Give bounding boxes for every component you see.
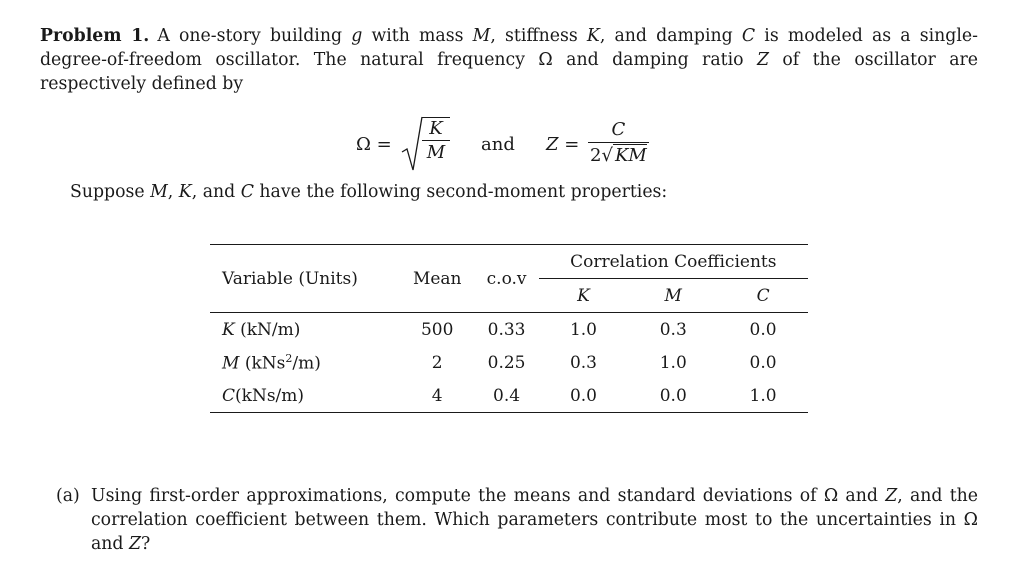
- text: with mass: [362, 26, 473, 46]
- z-denominator: [588, 142, 649, 169]
- text: ?: [141, 534, 151, 554]
- header-corr-M-text: M: [664, 285, 682, 306]
- cell-corr-M: 1.0: [659, 352, 687, 373]
- omega-fraction: [422, 118, 450, 165]
- text: ,: [167, 182, 179, 202]
- math-omega: Ω: [538, 50, 553, 70]
- math-C: C: [240, 182, 254, 202]
- math-Z: Z: [885, 486, 898, 506]
- z-den-radicand: KM: [614, 145, 647, 166]
- var-units-sup: 2: [285, 351, 293, 365]
- z-lhs: [546, 134, 579, 155]
- cell-mean: 2: [431, 352, 443, 373]
- question-a: [56, 484, 978, 556]
- var-symbol: C: [222, 385, 236, 406]
- math-K: K: [178, 182, 192, 202]
- text: and: [91, 534, 129, 554]
- text: Using first-order approximations, compute the means and standard deviations of: [91, 486, 824, 506]
- cell-variable: [210, 313, 400, 347]
- var-units-post: /m): [292, 353, 321, 374]
- header-corr-M: [628, 279, 718, 313]
- cell-cov: 0.25: [487, 352, 526, 373]
- text: have the following second-moment properties:: [253, 182, 668, 202]
- table-row: [210, 379, 808, 413]
- cell-corr-K: 0.0: [539, 379, 629, 413]
- math-M: M: [472, 26, 491, 46]
- z-den-coef: 2: [590, 145, 602, 166]
- question-a-label: (a): [56, 486, 80, 506]
- problem-heading: Problem 1.: [40, 26, 150, 46]
- var-units-pre: (kNs: [239, 353, 286, 374]
- math-Z: Z: [756, 50, 769, 70]
- z-fraction: [588, 118, 649, 169]
- text: is modeled as a single-degree-of-freedom oscillator. The natural frequency: [40, 26, 978, 70]
- cell-corr-M: 0.3: [659, 319, 687, 340]
- cell-variable: [210, 379, 400, 413]
- math-C: C: [741, 26, 756, 46]
- math-g: g: [351, 26, 363, 46]
- text: , stiffness: [490, 26, 587, 46]
- var-symbol: M: [222, 353, 240, 374]
- math-omega: Ω: [823, 486, 839, 506]
- math-M: M: [150, 182, 168, 202]
- text: of the oscillator are respectively defined by: [40, 50, 978, 94]
- cell-corr-C: 1.0: [718, 379, 808, 413]
- radical-sign: [400, 116, 424, 174]
- table-row: [210, 346, 808, 379]
- omega-lhs: Ω =: [356, 134, 392, 155]
- cell-corr-M: 0.0: [628, 379, 718, 413]
- properties-table: [210, 244, 808, 413]
- question-a-text: [91, 484, 978, 556]
- text: and: [838, 486, 886, 506]
- cell-cov: 0.33: [487, 319, 526, 340]
- cell-variable: [210, 346, 400, 379]
- problem-statement: [40, 24, 978, 96]
- text: Suppose: [70, 182, 151, 202]
- header-corr-C-text: C: [756, 285, 770, 306]
- text: , and: [191, 182, 241, 202]
- header-correlation: Correlation Coefficients: [539, 245, 808, 279]
- omega-denominator: M: [422, 140, 450, 165]
- var-units: (kNs/m): [235, 385, 305, 406]
- text: and damping ratio: [552, 50, 757, 70]
- text: , and the correlation coefficient between them. Which parameters contribute most to the uncertainties in: [91, 486, 979, 530]
- header-mean: Mean: [400, 245, 475, 313]
- cell-cov: 0.4: [475, 379, 539, 413]
- table-row: [210, 313, 808, 347]
- cell-corr-K: 1.0: [569, 319, 597, 340]
- text: A one-story building: [157, 26, 352, 46]
- var-units: (kN/m): [234, 319, 301, 340]
- equations: [0, 112, 1015, 182]
- cell-corr-C: 0.0: [749, 352, 777, 373]
- z-lhs-text: Z =: [546, 134, 580, 155]
- cell-mean: 4: [400, 379, 475, 413]
- z-numerator: C: [611, 119, 626, 140]
- z-frac-box: [588, 118, 649, 169]
- suppose-line: [70, 180, 667, 204]
- var-symbol: K: [222, 319, 235, 340]
- math-omega: Ω: [963, 510, 978, 530]
- header-cov: c.o.v: [475, 245, 539, 313]
- header-row-1: [210, 245, 808, 279]
- header-variable: Variable (Units): [210, 245, 400, 313]
- and-text: and: [481, 134, 515, 155]
- z-radical: √: [601, 145, 613, 166]
- cell-corr-C: 0.0: [749, 319, 777, 340]
- math-K: K: [586, 26, 600, 46]
- cell-corr-K: 0.3: [569, 352, 597, 373]
- header-corr-K: [539, 279, 629, 313]
- text: , and damping: [599, 26, 742, 46]
- cell-mean: 500: [420, 319, 454, 340]
- math-Z: Z: [129, 534, 142, 554]
- header-corr-C: [718, 279, 808, 313]
- omega-numerator: K: [429, 118, 443, 139]
- header-corr-K-text: K: [577, 285, 590, 306]
